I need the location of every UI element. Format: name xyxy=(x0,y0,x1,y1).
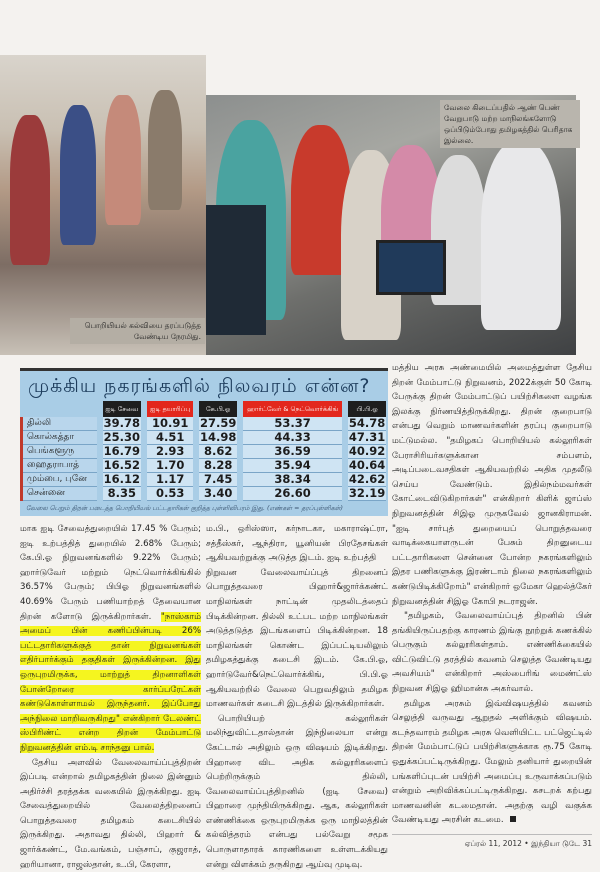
table-cell: 36.59 xyxy=(240,445,345,459)
table-cell: 16.52 xyxy=(100,459,145,473)
paragraph: நிறுவன வேலைவாய்ப்புத் திறனைப் பொறுத்தவரை பிஹார்&ஜார்க்கண்ட் மாநிலங்கள் நாட்டின் முதலிடத்தைப் பிடிக்கின்றன. தில்லி உட்பட மற்ற மாநிலங்கள் அடுத்தடுத்த இடங்களைப் பிடிக்கின்றன. 18 மாநிலங்கள் கொண்ட இப்பட்டியலிலும் தமிழகத்துக்கு கடைசி இடம். கே.பி.ஓ, ஹார்டுவேர்&நெட்வொர்க்கிங், பி.பி.ஓ ஆகியவற்றில் வேலை பெறுவதிலும் தமிழக மாணவர்கள் கடைசி இடத்தில் இருக்கிறார்கள். xyxy=(206,566,388,712)
table-cell: 2.93 xyxy=(144,445,196,459)
paragraph: தமிழக அரசும் இவ்விஷயத்தில் கவனம் செலுத்தி வருவது ஆறுதல் அளிக்கும் விஷயம். கடந்தவாரம் தமிழக அரசு வெளியிட்ட பட்ஜெட்டில் திறன் மேம்பாட்டுப் பயிற்சிகளுக்காக ரூ.75 கோடி ஒதுக்கப்பட்டிருக்கிறது. மேலும் தனியார் துறையின் பங்களிப்புடன் பயிற்சி அமைப்பு உருவாக்கப்படும் என்றும் அறிவிக்கப்பட்டிருக்கிறது. கசடறக் கற்பது மாணவனின் கடமைதான். அதற்கு வழி வகுக்க வேண்டியது அரசின் கடமை. xyxy=(392,699,592,826)
table-title: முக்கிய நகரங்களில் நிலவரம் என்ன? xyxy=(20,371,388,401)
article-column-3 xyxy=(392,361,592,850)
table-cell: 8.28 xyxy=(196,459,240,473)
table-cell: 42.62 xyxy=(345,473,386,487)
table-cell: 38.34 xyxy=(240,473,345,487)
city-name: தில்லி xyxy=(22,417,100,431)
column-header: ஐடி தயாரிப்பு xyxy=(144,401,196,417)
table-cell: 35.94 xyxy=(240,459,345,473)
column-header: ஐடி சேவை xyxy=(100,401,145,417)
table-cell: 32.19 xyxy=(345,487,386,501)
table-cell: 54.78 xyxy=(345,417,386,431)
classroom-photo xyxy=(0,55,206,355)
left-photo-caption: பொறியியல் கல்வியை தரப்படுத்த வேண்டிய நேரமிது. xyxy=(70,318,205,344)
highlighted-quote: "நாஸ்காம் அமைப் பின் கணிப்பின்படி 26% பட்டதாரிகளுக்குத் தான் நிறுவனங்கள் எதிர்பார்க்கும் தகுதிகள் இருக்கின்றன. இது ஒருபுறமிருக்க, மாற்றுத் திறனாளிகள் போன்றோரை கார்ப்பரேட்கள் கண்டுகொள்ளாமல் இருந்தனர். இப்போது அந்நிலை மாறிவருகிறது" என்கிறார் டேலண்ட் ஸ்பிரிண்ட் என்ற திறன் மேம்பாட்டு நிறுவனத்தின் எம்.டி சாந்தனு பால். xyxy=(20,612,201,753)
table-row xyxy=(22,473,387,487)
article-columns xyxy=(20,522,390,872)
table-cell: 40.92 xyxy=(345,445,386,459)
paragraph: மத்திய அரசு அண்மையில் அமைத்துள்ள தேசிய திறன் மேம்பாட்டு நிறுவனம், 2022க்குள் 50 கோடி பேருக்கு திறன் மேம்பாட்டுப் பயிற்சிகளை வழங்க இலக்கு நிர்ணயித்திருக்கிறது. திறன் குறைபாடு என்பது வெறும் மாணவர்களின் தரப்பு குறைபாடு மட்டுமல்ல. "தமிழகப் பொறியியல் கல்லூரிகள் பேராசிரியர்களுக்கான சம்பளம், அடிப்படைவசதிகள் ஆகியவற்றில் அதிக முதலீடு செய்ய வேண்டும். இதில்நம்மவர்கள் கோட்டைவிடுகிறார்கள்" என்கிறார் கிளிக் ஜாப்ஸ் நிறுவனத்தின் சிஇஓ முருகவேல் ஜானகிராமன். "ஐடி சார்புத் துறையைப் பொறுத்தவரை வாடிக்கையாளருடன் பேசும் திறனுடைய பட்டதாரிகளை சென்னை போன்ற நகரங்களிலும் இதர பணிகளுக்கு இரண்டாம் நிலை நகரங்களிலும் கண்டுபிடிக்கிறோம்" என்கிறார் ஒமேகா ஹெல்த்கேர் நிறுவனத்தின் சிஇஓ கோபி நடராஜன். xyxy=(392,361,592,609)
table-cell: 26.60 xyxy=(240,487,345,501)
table-row xyxy=(22,459,387,473)
table-cell: 0.53 xyxy=(144,487,196,501)
table-cell: 14.98 xyxy=(196,431,240,445)
table-cell: 16.79 xyxy=(100,445,145,459)
right-photo-caption: வேலை கிடைப்பதில் ஆண் பெண் வேறுபாடு மற்ற மாநிலங்களோடு ஒப்பிடும்போது தமிழகத்தில் பெரிதாக இல்லை. xyxy=(440,100,580,148)
table-cell: 7.45 xyxy=(196,473,240,487)
city-stats-table xyxy=(20,368,388,516)
table-cell: 27.59 xyxy=(196,417,240,431)
table-cell: 1.70 xyxy=(144,459,196,473)
table-note: வேலை பெறும் திறன் படைத்த பொறியியல் பட்டதாரிகள் குறித்த புள்ளிவிபரம் இது. (எண்கள் = தரப்புள்ளிகள்) xyxy=(20,501,388,513)
table-cell: 44.33 xyxy=(240,431,345,445)
table-cell: 10.91 xyxy=(144,417,196,431)
table-cell: 16.12 xyxy=(100,473,145,487)
table-row xyxy=(22,445,387,459)
left-content xyxy=(20,368,390,872)
table-cell: 8.35 xyxy=(100,487,145,501)
end-mark-icon xyxy=(510,816,516,822)
paragraph: தேசிய அளவில் வேலைவாய்ப்புத்திறன் இப்படி என்றால் தமிழகத்தின் நிலை இன்னும் அதிர்ச்சி தரத்தக்க வகையில் இருக்கிறது. ஐடி சேவைத்துறையில் வேலைத்திறனைப் பொறுத்தவரை தமிழகம் கடைசியில் இருக்கிறது. அதாவது தில்லி, பிஹார் & ஜார்க்கண்ட், மே.வங்கம், பஞ்சாப், குஜராத், ஹரியானா, ராஜஸ்தான், உ.பி, கேரளா, xyxy=(20,756,201,872)
table-cell: 40.64 xyxy=(345,459,386,473)
paragraph: மாக ஐடி சேவைத்துறையில் 17.45 % பேரும்; ஐடி உற்பத்தித் துறையில் 2.68% பேரும்; கே.பி.ஓ நிறுவனங்களில் 9.22% பேரும்; ஹார்டுவேர் மற்றும் நெட்வொர்க்கிங்கில் 36.57% பேரும்; பிபிஓ நிறுவனங்களில் 40.69% பேரும் பணியாற்றத் தேவையான திறன் களோடு இருக்கிறார்கள். xyxy=(20,524,201,622)
table-cell: 53.37 xyxy=(240,417,345,431)
paragraph: ம.பி., ஒரிஸ்ஸா, கர்நாடகா, மகாராஷ்ட்ரா, சத்தீஸ்கர், ஆந்திரா, யூனியன் பிரதேசங்கள் ஆகியவற்றுக்கு அடுத்த இடம். ஐடி உற்பத்தி xyxy=(206,522,388,566)
table-row xyxy=(22,431,387,445)
table-cell: 8.62 xyxy=(196,445,240,459)
paragraph: "தமிழகம், வேலைவாய்ப்புத் திறனில் பின் தங்கியிருப்பதற்கு காரணம் இங்கு நூற்றுக் கணக்கில் பெருகும் கல்லூரிகள்தாம். எண்ணிக்கையில் விட்டுவிட்டு தரத்தில் கவனம் செலுத்த வேண்டியது அவசியம்" என்கிறார் அஸ்பைரிங் மைண்ட்ஸ் நிறுவன சிஇஓ ஹிமான்சு அகர்வால். xyxy=(392,609,592,697)
city-name: மும்பை, புனே xyxy=(22,473,100,487)
table-row xyxy=(22,487,387,501)
table-row xyxy=(22,417,387,431)
page-footer: ஏப்ரல் 11, 2012 • இந்தியா டுடே 31 xyxy=(392,835,592,850)
city-name: ஹைதராபாத் xyxy=(22,459,100,473)
article-column-1 xyxy=(20,522,201,872)
table-cell: 39.78 xyxy=(100,417,145,431)
city-name: கொல்கத்தா xyxy=(22,431,100,445)
header-blank xyxy=(22,401,100,417)
column-header: ஹார்ட்வேர் & நெட்வொர்க்கிங் xyxy=(240,401,345,417)
table-cell: 25.30 xyxy=(100,431,145,445)
article-column-2 xyxy=(206,522,388,872)
paragraph: பொறியியற் கல்லூரிகள் மலிந்துவிட்டதால்தான் இந்நிலையா என்று கேட்டால் அதிலும் ஒரு விஷயம் இடிக்கிறது. பிஹாரை விட அதிக கல்லூரிகளைப் பெற்றிருக்கும் தில்லி, வேலைவாய்ப்புத்திறனில் (ஐடி சேவை) பிஹாரை முந்தியிருக்கிறது. ஆக, கல்லூரிகள் எண்ணிக்கை ஒருபுறமிருக்க ஒரு மாநிலத்தின் கல்வித்தரம் என்பது பல்வேறு சமூக பொருளாதாரக் காரணிகளை உள்ளடக்கியது என்று விளக்கம் தருகிறது ஆய்வு முடிவு. xyxy=(206,712,388,872)
table-cell: 3.40 xyxy=(196,487,240,501)
city-name: பெங்களூரு xyxy=(22,445,100,459)
city-name: சென்னை xyxy=(22,487,100,501)
column-header: கே.பி.ஓ xyxy=(196,401,240,417)
table-cell: 4.51 xyxy=(144,431,196,445)
column-header: பி.பி.ஓ xyxy=(345,401,386,417)
table-cell: 47.31 xyxy=(345,431,386,445)
table-cell: 1.17 xyxy=(144,473,196,487)
